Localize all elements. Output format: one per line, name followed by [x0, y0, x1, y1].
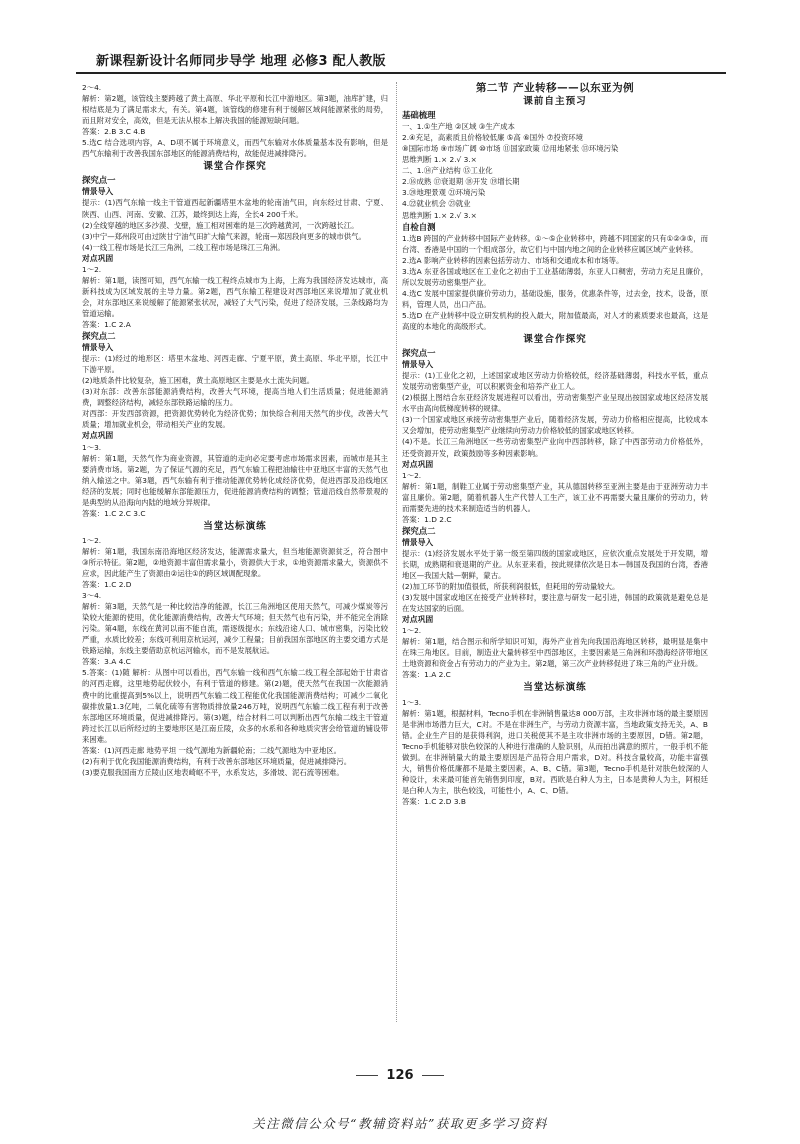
paragraph: 解析：第1题，天然气作为商业资源，其管道的走向必定要考虑市场需求因素，而城市是其主要消费市场。第2题，为了保证气源的充足，西气东输工程把油输往中亚地区丰富的天然气也纳入输送之中。第3题，西气东输有利于推动能源优势转化成经济优势，促进西部及沿线地区经济的发展；同时也能缓解东部能源压力，促进能源消费结构的调整；管道沿线自然带景观的是典型的从沿海向内陆的地域分异规律。 — [82, 453, 388, 507]
minor-heading: 对点巩固 — [82, 431, 114, 441]
paragraph: 1～3. — [82, 442, 102, 452]
section-heading: 课前自主预习 — [523, 96, 587, 108]
paragraph: 1～2. — [82, 264, 102, 274]
section-heading: 当堂达标演练 — [523, 682, 587, 694]
paragraph: ⑧国际市场 ⑨市场广阔 ⑩市场 ⑪国家政策 ⑫用地紧张 ⑬环境污染 — [402, 144, 619, 154]
minor-heading: 情景导入 — [402, 360, 434, 370]
minor-heading: 对点巩固 — [402, 615, 434, 625]
paragraph: 解析：第2题，该管线主要跨越了黄土高原、华北平原和长江中游地区。第3题，油库扩建，归根结底是为了满足需求大，有关。第4题，该管线的修建有利于缓解区域间能源紧张的局势，而且附对安全，高效，但是无法从根本上解决我国的能源短缺问题。 — [82, 94, 388, 126]
paragraph: 2～4. — [82, 83, 102, 92]
paragraph: 2.④充足，高素质且价格较低廉 ⑤高 ⑥国外 ⑦投资环境 — [402, 133, 584, 143]
paragraph: (2)根据上图结合东亚经济发展进程可以看出，劳动密集型产业呈现出按国家或地区经济发展水平由高向低梯度转移的规律。 — [402, 393, 708, 414]
paragraph: 解析：第3题，天然气是一种比较洁净的能源，长江三角洲地区使用天然气，可减少煤炭等污染较大能源的使用，优化能源消费结构，改善大气环境；但天然气也有污染，并不能完全消除污染。第4题，东线在黄河以南不能自流，需逐级提水；东线沿途人口、城市密集，污染比较严重，水质比较差；东线可利用京杭运河，减少工程量；目前我国东部地区的主要交通方式是铁路运输，东线主要借助京杭运河输水，而不是发展航运。 — [82, 602, 388, 656]
paragraph: 提示：(1)经过的地形区：塔里木盆地、河西走廊、宁夏平原，黄土高原、华北平原，长江中下游平原。 — [82, 354, 388, 375]
subsection-heading: 探究点一 — [402, 348, 436, 359]
paragraph: (2)全线穿越的地区多沙漠、戈壁，施工相对困难的是三次跨越黄河，一次跨越长江。 — [82, 220, 359, 230]
paragraph: (2)加工环节的附加值很低，所获利润很低，但耗用的劳动量较大。 — [402, 582, 620, 592]
paragraph: (3)中宁—郑州段可由过陕甘宁油气田扩大输气来源，轮南—郑因段向更多的城市供气。 — [82, 231, 366, 241]
minor-heading: 对点巩固 — [402, 459, 434, 469]
paragraph: 1～3. — [402, 697, 422, 707]
subsection-heading: 自检自测 — [402, 221, 436, 232]
subsection-heading: 探究点二 — [402, 525, 436, 536]
page-number — [340, 1068, 460, 1083]
minor-heading: 对点巩固 — [82, 253, 114, 263]
paragraph: 5.选D 在产业转移中设立研发机构的投入最大，附加值最高，对人才的素质要求也最高，这是高度的本地化的高级形式。 — [402, 310, 708, 331]
running-header: 新课程新设计名师同步导学 地理 必修3 配人教版 — [96, 54, 386, 69]
section-heading: 课堂合作探究 — [203, 161, 267, 173]
minor-heading: 情景导入 — [82, 343, 114, 353]
paragraph: (4)不是。长江三角洲地区一些劳动密集型产业向中西部转移，除了中西部劳动力价格低外，还受资源开发，政策鼓励等多种因素影响。 — [402, 437, 708, 458]
paragraph: 思维判断 1.× 2.√ 3.× — [402, 210, 477, 220]
paragraph: 提示：(1)工业化之初，上述国家或地区劳动力价格较低，经济基础薄弱，科技水平低，重点发展劳动密集型产业，可以积累资金和培养产业工人。 — [402, 371, 708, 392]
paragraph: 1～2. — [402, 470, 422, 480]
paragraph: 答案：1.D 2.C — [402, 514, 452, 524]
paragraph: 2.选A 影响产业转移的因素包括劳动力、市场和交通成本和市场等。 — [402, 255, 624, 265]
header-rule — [76, 72, 726, 74]
paragraph: 5.答案：(1)随 解析：从图中可以看出，西气东输一线和西气东输二线工程全部起始于甘肃省的河西走廊，这里地势起伏较小，有利于管道的修建。第(2)题，使天然气在我国一次能源消费中的比重提高到5%以上，说明西气东输二线工程能优化我国能源消费结构；可减少二氧化碳排放量1.3亿吨，二氧化硫等有害物质排放量246万吨，说明西气东输二线工程有利于改善东部地区环境质量，促进减排降污。第(3)题，结合材料二可以判断出西气东输二线主干管道跨过长江以后所经过的主要地形区是江南丘陵，众多的水系和各种地质灾害会给管道的铺设带来困难。 — [82, 668, 388, 744]
paragraph: (2)地质条件比较复杂，施工困难，黄土高原地区主要是水土流失问题。 — [82, 376, 315, 386]
lesson-title: 第二节 产业转移——以东亚为例 — [475, 82, 635, 94]
paragraph: 解析：第1题，制鞋工业属于劳动密集型产业，其从德国转移至亚洲主要是由于亚洲劳动力丰富且廉价。第2题，随着机器人生产代替人工生产，该工业不再需要大量且廉价的劳动力，转而需要先进的技术来制造适当的机器人。 — [402, 481, 708, 513]
paragraph: 4.㉒就业机会 ㉓就业 — [402, 199, 471, 209]
section-heading: 当堂达标演练 — [203, 520, 267, 532]
subsection-heading: 探究点二 — [82, 331, 116, 342]
paragraph: 对西部：开发西部资源，把资源优势转化为经济优势；加快综合利用天然气的步伐，改善大气质量；增加就业机会，带动相关产业的发展。 — [82, 409, 388, 430]
column-divider — [396, 82, 397, 1022]
paragraph: 5.选C 结合选项内容，A、D项不属于环境意义，而西气东输对水体质量基本没有影响，但是西气东输利于改善我国东部地区的能源消费结构，故能促进减排降污。 — [82, 138, 388, 159]
page-number-text: 126 — [386, 1068, 414, 1083]
paragraph: 1～2. — [402, 626, 422, 636]
paragraph: 解析：第1题，根据材料，Tecno手机在非洲销售量达8 000万部，主攻非洲市场的最主要原因是非洲市场潜力巨大，C对。不是在非洲生产，与劳动力资源丰富，当地政策支持无关，A、B错。企业生产目的是获得利润，进口关税使其不是主攻非洲市场的主要原因，D错。第2题，Tecno手机能够对肤色较深的人种进行准确的人脸识别，从而拍出满意的照片，一般手机不能做到。在非洲销量大的最主要原因是产品符合用户需求，D对。科技含量较高，功能丰富强大，销售价格低廉都不是最主要因素，A、B、C错。第3题，Tecno手机是针对肤色较深的人种设计，未来最可能首先销售到印度，B对。西欧是白种人为主，日本是黄种人为主，阿根廷是白种人为主，肤色较浅，可能性小，A、C、D错。 — [402, 708, 708, 795]
paragraph: 一、1.①生产地 ②区域 ③生产成本 — [402, 122, 515, 132]
paragraph: (3)要克服我国南方丘陵山区地表崎岖不平，水系发达，多滑坡、泥石流等困难。 — [82, 767, 344, 777]
paragraph: (2)有利于优化我国能源消费结构，有利于改善东部地区环境质量，促进减排降污。 — [82, 756, 352, 766]
paragraph: 答案：1.C 2.A — [82, 319, 131, 329]
paragraph: 解析：第1题，我国东南沿海地区经济发达，能源需求量大，但当地能源资源贫乏，符合图中③所示特征。第2题，②地资源丰富但需求量小，资源供大于求，①地资源需求量大，资源供不应求，因此能产生了资源由②运往①的跨区域调配现象。 — [82, 546, 388, 579]
paragraph: (3)发展中国家或地区在接受产业转移时，要注意与研发一起引进，韩国的政策就是避免总是在发达国家的后面。 — [402, 593, 708, 614]
paragraph: 4.选C 发展中国家提供廉价劳动力，基础设施，服务，优惠条件等，过去金，技术，设备，原料，管理人员，出口产品。 — [402, 288, 708, 309]
paragraph: 答案：1.A 2.C — [402, 670, 451, 680]
paragraph: 解析：第1题，读图可知，西气东输一线工程终点城市为上海，上海为我国经济发达城市，高新科技成为区域发展的主导力量。第2题，西气东输工程建设对西部地区来说增加了就业机会，对东部地区来说缓解了能源紧张状况，减轻了大气污染，促进了经济发展，三条线路均为管道运输。 — [82, 275, 388, 318]
paragraph: 答案：1.C 2.D 3.B — [402, 796, 466, 806]
paragraph: (4)一线工程市场是长江三角洲，二线工程市场是珠江三角洲。 — [82, 242, 285, 252]
left-column — [82, 82, 388, 1026]
paragraph: 解析：第1题，结合图示和所学知识可知，海外产业首先向我国沿海地区转移，最明显是集中在珠三角地区。目前，制造业大量转移至中西部地区，主要因素是三角洲和环渤海经济带地区土地资源和资金占有劳动力的产业为主。第2题，第三次产业转移促进了珠三角的产业升级。 — [402, 637, 708, 669]
paragraph: 提示：(1)西气东输一线主干管道西起新疆塔里木盆地的轮南油气田，向东经过甘肃、宁夏、陕西、山西、河南、安徽、江苏，最终到达上海，全长4 200千米。 — [82, 198, 388, 219]
subsection-heading: 探究点一 — [82, 175, 116, 186]
subsection-heading: 基础梳理 — [402, 110, 436, 121]
paragraph: 1.选B 跨国的产业转移中国际产业转移。①～⑤企业转移中，跨越不同国家的只有①②③⑤，而台湾、香港是中国的一个组成部分，故它们与中国内地之间的企业转移应属区域产业转移。 — [402, 233, 708, 254]
paragraph: (3)一个国家或地区承接劳动密集型产业后，随着经济发展，劳动力价格相应提高，比较成本又会增加，使劳动密集型产业继续向劳动力价格较低的国家或地区转移。 — [402, 415, 708, 436]
paragraph: 答案：1.C 2.D — [82, 580, 132, 590]
paragraph: 二、1.⑭产业结构 ⑮工业化 — [402, 166, 493, 176]
paragraph: 3.⑳地理景观 ㉑环境污染 — [402, 188, 486, 198]
footer-watermark: 关注微信公众号“教辅资料站”获取更多学习资料 — [252, 1116, 548, 1131]
paragraph: 答案：2.B 3.C 4.B — [82, 127, 146, 137]
section-heading: 课堂合作探究 — [523, 334, 587, 346]
paragraph: 答案：(1)河西走廊 地势平坦 一线气源地为新疆轮南；二线气源地为中亚地区。 — [82, 745, 342, 755]
paragraph: (3)对东部：改善东部能源消费结构，改善大气环境，提高当地人们生活质量；促进能源消费，调整经济结构，减轻东部铁路运输的压力。 — [82, 387, 388, 408]
paragraph: 3.选A 东亚各国或地区在工业化之初由于工业基础薄弱，东亚人口稠密，劳动力充足且廉价，所以发展劳动密集型产业。 — [402, 266, 708, 287]
paragraph: 提示：(1)经济发展水平处于第一级至第四级的国家或地区，应依次重点发展处于开发期，增长期，成熟期和衰退期的产业。从东亚来看，按此规律依次是日本—韩国及我国的台湾，香港地区—我国大陆—朝鲜，蒙古。 — [402, 548, 708, 581]
minor-heading: 情景导入 — [82, 187, 114, 197]
paragraph: 1～2. — [82, 535, 102, 545]
right-column — [402, 82, 708, 1032]
minor-heading: 情景导入 — [402, 537, 434, 547]
paragraph: 2.⑯成熟 ⑰衰退期 ⑱开发 ⑲增长期 — [402, 177, 520, 187]
paragraph: 答案：3.A 4.C — [82, 657, 131, 667]
paragraph: 答案：1.C 2.C 3.C — [82, 508, 146, 518]
paragraph: 3～4. — [82, 591, 102, 601]
paragraph: 思维判断 1.× 2.√ 3.× — [402, 155, 477, 165]
